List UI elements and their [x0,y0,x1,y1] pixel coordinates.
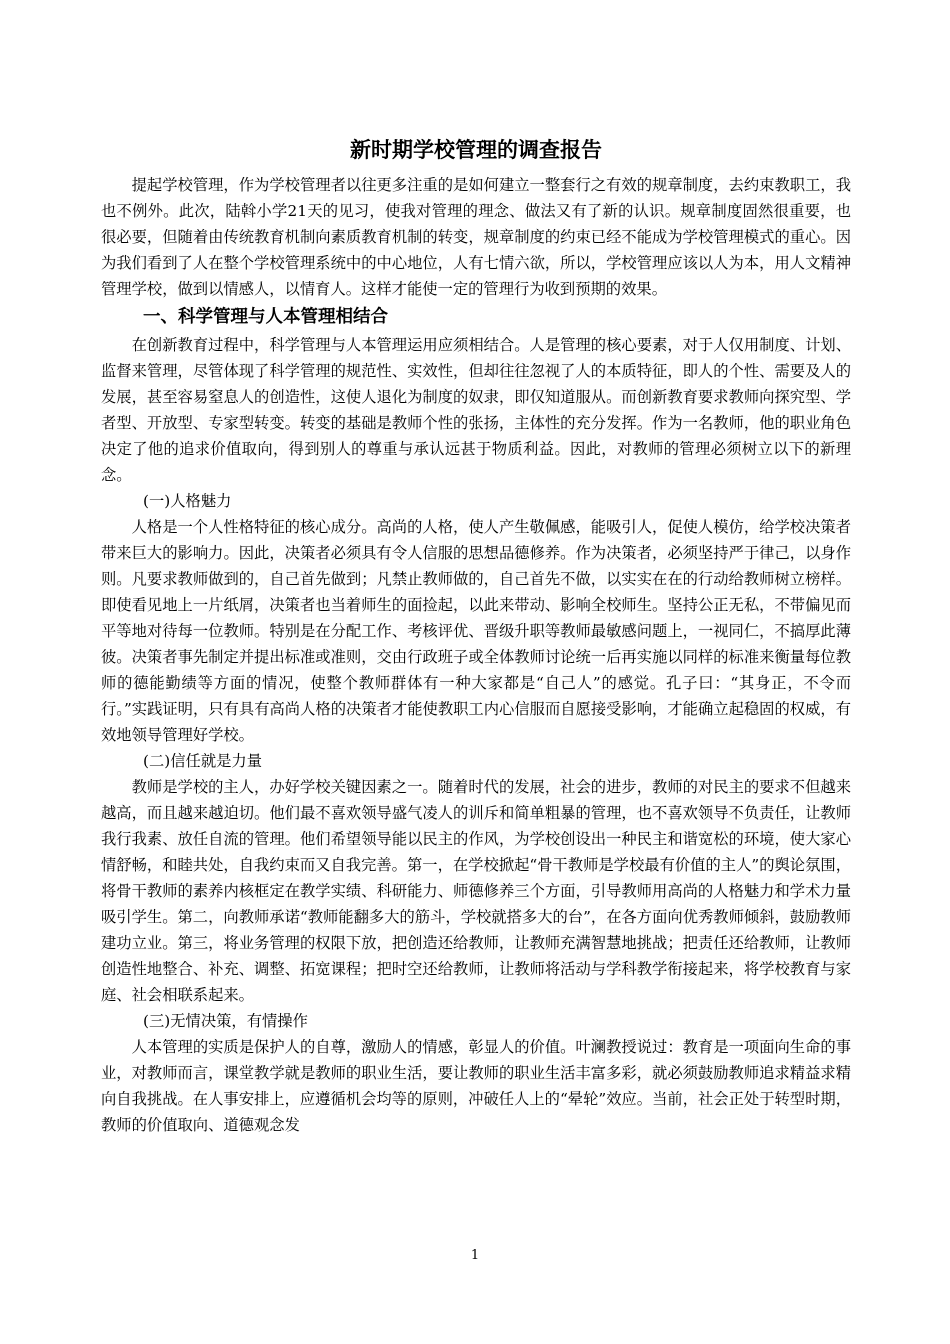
document-title: 新时期学校管理的调查报告 [350,138,602,162]
subsection-heading-3: (三)无情决策，有情操作 [143,1012,308,1030]
subsection-heading-1: (一)人格魅力 [143,492,232,510]
subsection-3-paragraph: 人本管理的实质是保护人的自尊，激励人的情感，彰显人的价值。叶澜教授说过：教育是一项面向生命的事业，对教师而言，课堂教学就是教师的职业生活，要让教师的职业生活丰富多彩，就必须鼓励教师追求精益求精向自我挑战。在人事安排上，应遵循机会均等的原则，冲破任人上的“晕轮”效应。当前，社会正处于转型时期，教师的价值取向、道德观念发 [101,1038,851,1134]
section-heading-1: 一、科学管理与人本管理相结合 [143,307,388,327]
subsection-2-paragraph: 教师是学校的主人，办好学校关键因素之一。随着时代的发展，社会的进步，教师的对民主的要求不但越来越高，而且越来越迫切。他们最不喜欢领导盛气凌人的训斥和简单粗暴的管理，也不喜欢领导不负责任，让教师我行我素、放任自流的管理。他们希望领导能以民主的作风，为学校创设出一种民主和谐宽松的环境，使大家心情舒畅，和睦共处，自我约束而又自我完善。第一，在学校掀起“骨干教师是学校最有价值的主人”的舆论氛围，将骨干教师的素养内核框定在教学实绩、科研能力、师德修养三个方面，引导教师用高尚的人格魅力和学术力量吸引学生。第二，向教师承诺“教师能翻多大的筋斗，学校就搭多大的台”，在各方面向优秀教师倾斜，鼓励教师建功立业。第三，将业务管理的权限下放，把创造还给教师，让教师充满智慧地挑战；把责任还给教师，让教师创造性地整合、补充、调整、拓宽课程；把时空还给教师，让教师将活动与学科教学衔接起来，将学校教育与家庭、社会相联系起来。 [101,778,851,1004]
section-1-paragraph: 在创新教育过程中，科学管理与人本管理运用应须相结合。人是管理的核心要素，对于人仅用制度、计划、监督来管理，尽管体现了科学管理的规范性、实效性，但却往往忽视了人的本质特征，即人的个性、需要及人的发展，甚至容易窒息人的创造性，这使人退化为制度的奴隶，即仅知道服从。而创新教育要求教师向探究型、学者型、开放型、专家型转变。转变的基础是教师个性的张扬，主体性的充分发挥。作为一名教师，他的职业角色决定了他的追求价值取向，得到别人的尊重与承认远甚于物质利益。因此，对教师的管理必须树立以下的新理念。 [101,336,851,484]
subsection-1-paragraph: 人格是一个人性格特征的核心成分。高尚的人格，使人产生敬佩感，能吸引人，促使人模仿，给学校决策者带来巨大的影响力。因此，决策者必须具有令人信服的思想品德修养。作为决策者，必须坚持严于律己，以身作则。凡要求教师做到的，自己首先做到；凡禁止教师做的，自己首先不做，以实实在在的行动给教师树立榜样。即使看见地上一片纸屑，决策者也当着师生的面捡起，以此来带动、影响全校师生。坚持公正无私，不带偏见而平等地对待每一位教师。特别是在分配工作、考核评优、晋级升职等教师最敏感问题上，一视同仁，不搞厚此薄彼。决策者事先制定并提出标准或准则，交由行政班子或全体教师讨论统一后再实施以同样的标准来衡量每位教师的德能勤绩等方面的情况，使整个教师群体有一种大家都是“自己人”的感觉。孔子曰：“其身正，不令而行。”实践证明，只有具有高尚人格的决策者才能使教职工内心信服而自愿接受影响，才能确立起稳固的权威，有效地领导管理好学校。 [101,518,851,744]
page-number: 1 [470,1248,480,1263]
subsection-heading-2: (二)信任就是力量 [143,752,263,770]
intro-paragraph: 提起学校管理，作为学校管理者以往更多注重的是如何建立一整套行之有效的规章制度，去约束教职工，我也不例外。此次，陆斡小学21天的见习，使我对管理的理念、做法又有了新的认识。规章制度固然很重要，也很必要，但随着由传统教育机制向素质教育机制的转变，规章制度的约束已经不能成为学校管理模式的重心。因为我们看到了人在整个学校管理系统中的中心地位，人有七情六欲，所以，学校管理应该以人为本，用人文精神管理学校，做到以情感人，以情育人。这样才能使一定的管理行为收到预期的效果。 [101,176,851,298]
document-body [101,134,851,1138]
